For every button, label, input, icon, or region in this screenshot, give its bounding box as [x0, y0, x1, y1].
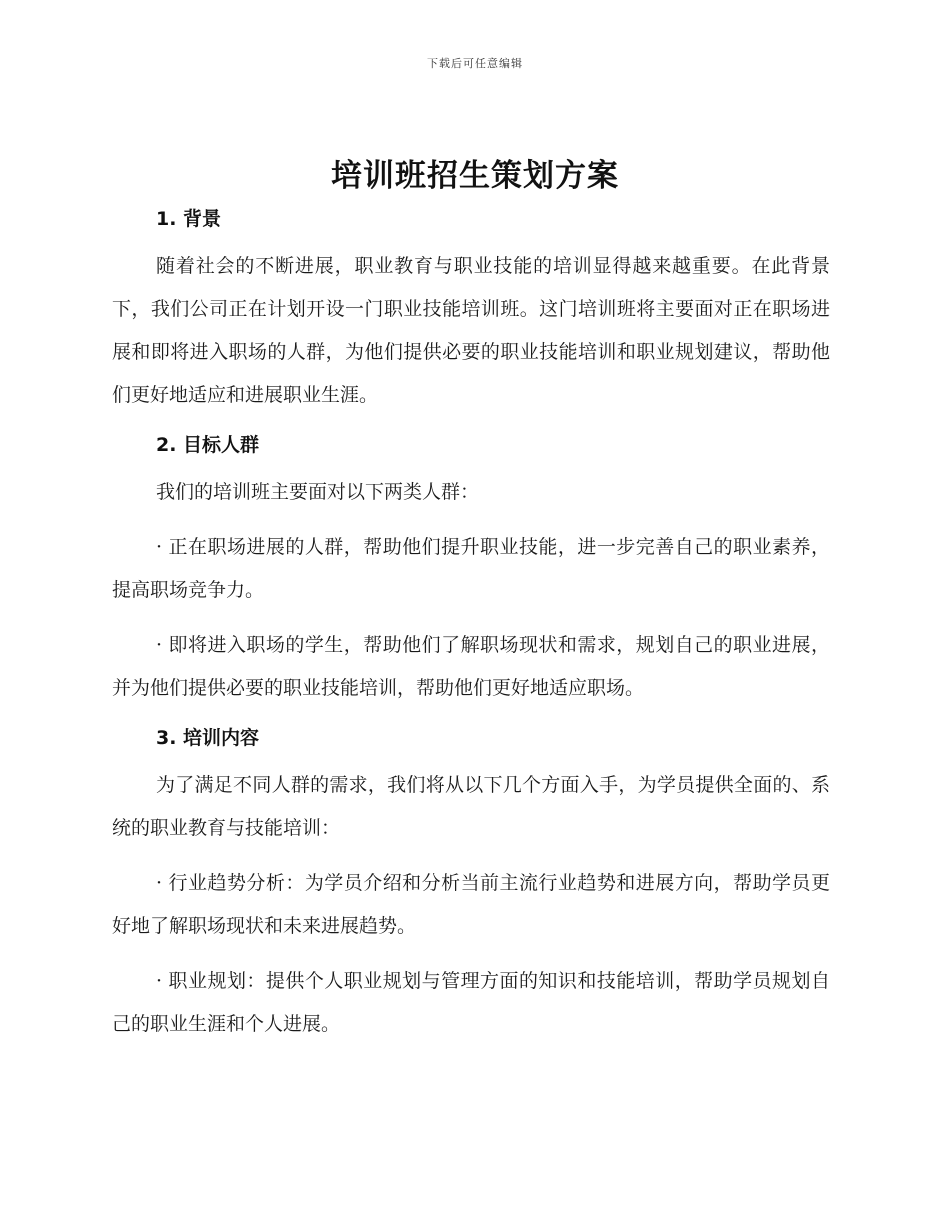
- section-heading-background: 1. 背景: [156, 208, 222, 230]
- paragraph: 我们的培训班主要面对以下两类人群：: [156, 481, 480, 503]
- bullet-item: · 行业趋势分析：为学员介绍和分析当前主流行业趋势和进展方向，帮助学员更好地了解职场现状和未来进展趋势。: [112, 872, 830, 937]
- section-heading-target-audience: 2. 目标人群: [156, 434, 260, 456]
- bullet-item: · 职业规划：提供个人职业规划与管理方面的知识和技能培训，帮助学员规划自己的职业生涯和个人进展。: [112, 970, 830, 1035]
- document-body: [112, 205, 830, 1046]
- bullet-item: · 即将进入职场的学生，帮助他们了解职场现状和需求，规划自己的职业进展，并为他们提供必要的职业技能培训，帮助他们更好地适应职场。: [112, 634, 830, 699]
- section-heading-training-content: 3. 培训内容: [156, 727, 260, 749]
- document-title: 培训班招生策划方案: [331, 158, 619, 194]
- paragraph: 为了满足不同人群的需求，我们将从以下几个方面入手，为学员提供全面的、系统的职业教育与技能培训：: [112, 774, 830, 839]
- paragraph: 随着社会的不断进展，职业教育与职业技能的培训显得越来越重要。在此背景下，我们公司正在计划开设一门职业技能培训班。这门培训班将主要面对正在职场进展和即将进入职场的人群，为他们提供必要的职业技能培训和职业规划建议，帮助他们更好地适应和进展职业生涯。: [112, 255, 830, 406]
- bullet-item: · 正在职场进展的人群，帮助他们提升职业技能，进一步完善自己的职业素养，提高职场竞争力。: [112, 536, 830, 601]
- header-note: 下载后可任意编辑: [427, 57, 523, 70]
